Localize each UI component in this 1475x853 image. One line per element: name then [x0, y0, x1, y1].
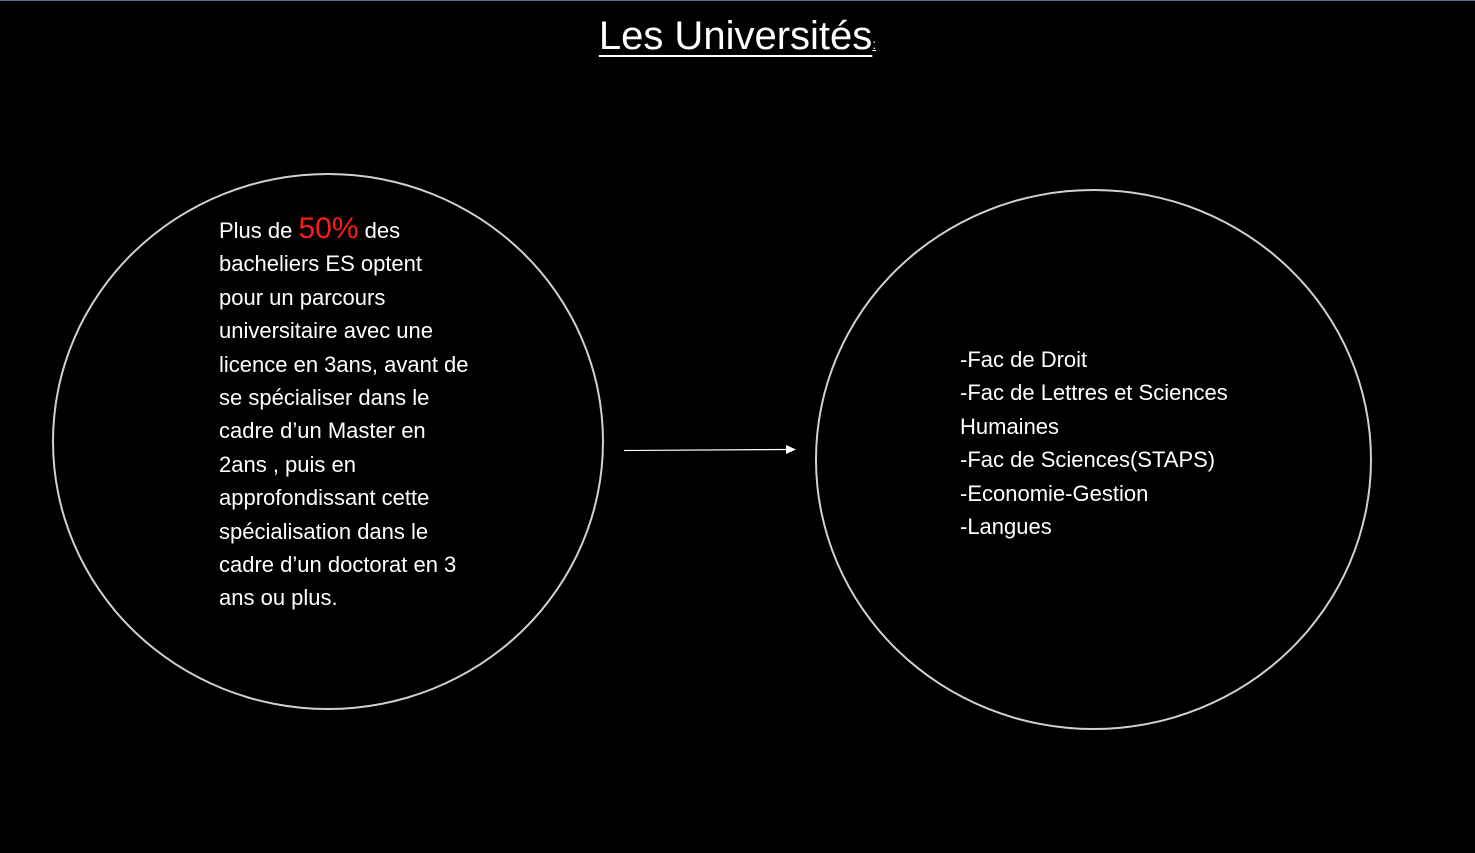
faculty-list-item: -Fac de Lettres et Sciences Humaines	[960, 380, 1228, 439]
faculty-list-item: -Fac de Droit	[960, 347, 1088, 372]
right-arrow-icon	[622, 440, 802, 460]
faculty-list-item: -Langues	[960, 514, 1052, 540]
faculty-list-item: -Fac de Sciences(STAPS)	[960, 447, 1216, 473]
slide-title: Les Universités	[598, 14, 873, 58]
faculty-list-item: -Economie-Gestion	[960, 480, 1149, 506]
left-text-after: des bacheliers ES optent pour un parcours universitaire avec une licence en 3ans, avant de se spécialiser dans le cadre d’un Master en 2ans , puis en approfondissant cette spécialisation dans le cadre d’un doctorat en 3 ans ou plus.	[219, 218, 469, 611]
slide-top-border	[0, 0, 1475, 1]
left-circle-text	[219, 212, 469, 615]
faculty-list	[960, 343, 1280, 543]
left-text-before: Plus de	[219, 218, 299, 243]
title-container	[0, 14, 1475, 59]
highlight-percentage: 50%	[298, 212, 359, 245]
slide-title-colon: :	[872, 36, 877, 52]
